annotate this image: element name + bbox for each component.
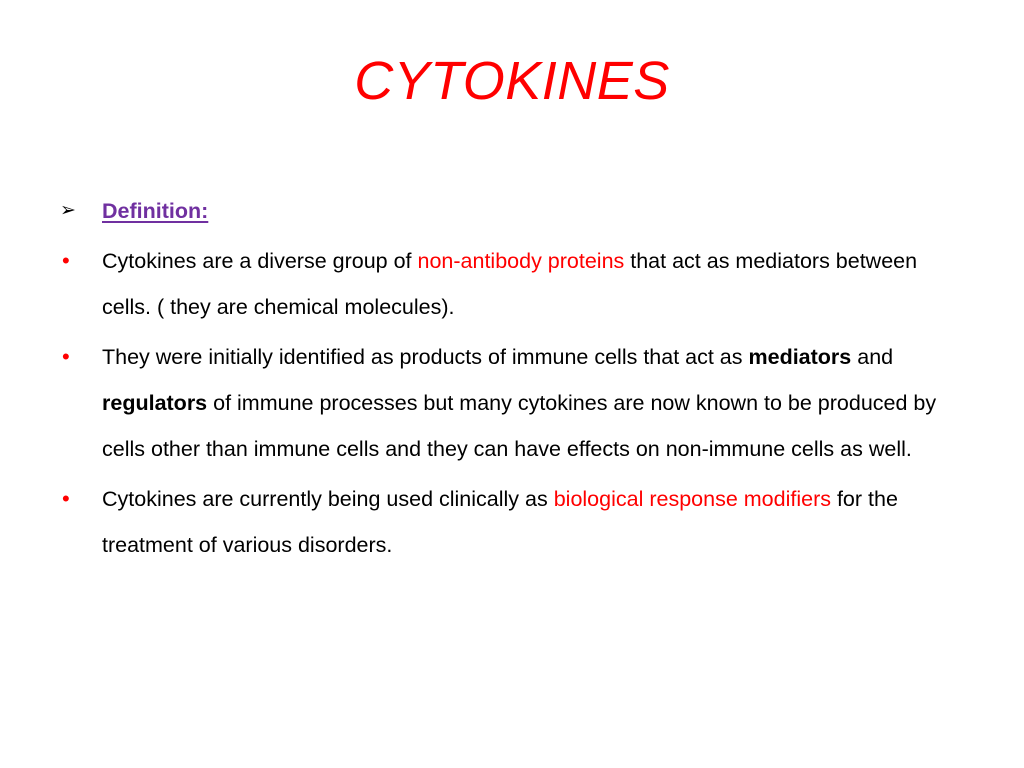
bullet-text: that act as mediators between cells. ( they are chemical molecules). bbox=[102, 249, 918, 319]
bullet-dot-icon: • bbox=[62, 486, 70, 511]
bullet-dot-icon: • bbox=[62, 344, 70, 369]
bullet-dot-icon: • bbox=[62, 248, 70, 273]
slide-content bbox=[60, 188, 970, 572]
definition-heading: Definition: bbox=[102, 199, 209, 223]
arrow-bullet-icon: ➢ bbox=[60, 200, 76, 221]
bold-term: regulators bbox=[102, 391, 208, 415]
bullet-text: for the treatment of various disorders. bbox=[102, 487, 898, 557]
highlight-text: non-antibody proteins bbox=[417, 249, 625, 273]
definition-heading-item bbox=[60, 188, 970, 234]
highlight-text: biological response modifiers bbox=[553, 487, 831, 511]
slide-title: CYTOKINES bbox=[354, 51, 670, 111]
bullet-item bbox=[60, 334, 970, 472]
bullet-text: Cytokines are currently being used clinically as bbox=[102, 487, 554, 511]
bullet-text: and bbox=[851, 345, 894, 369]
bullet-text: of immune processes but many cytokines are now known to be produced by cells other than immune cells and they can have effects on non-immune cells as well. bbox=[102, 391, 937, 461]
bullet-text: Cytokines are a diverse group of bbox=[102, 249, 418, 273]
bullet-item bbox=[60, 476, 970, 568]
bold-term: mediators bbox=[748, 345, 852, 369]
bullet-item bbox=[60, 238, 970, 330]
bullet-text: They were initially identified as products of immune cells that act as bbox=[102, 345, 749, 369]
